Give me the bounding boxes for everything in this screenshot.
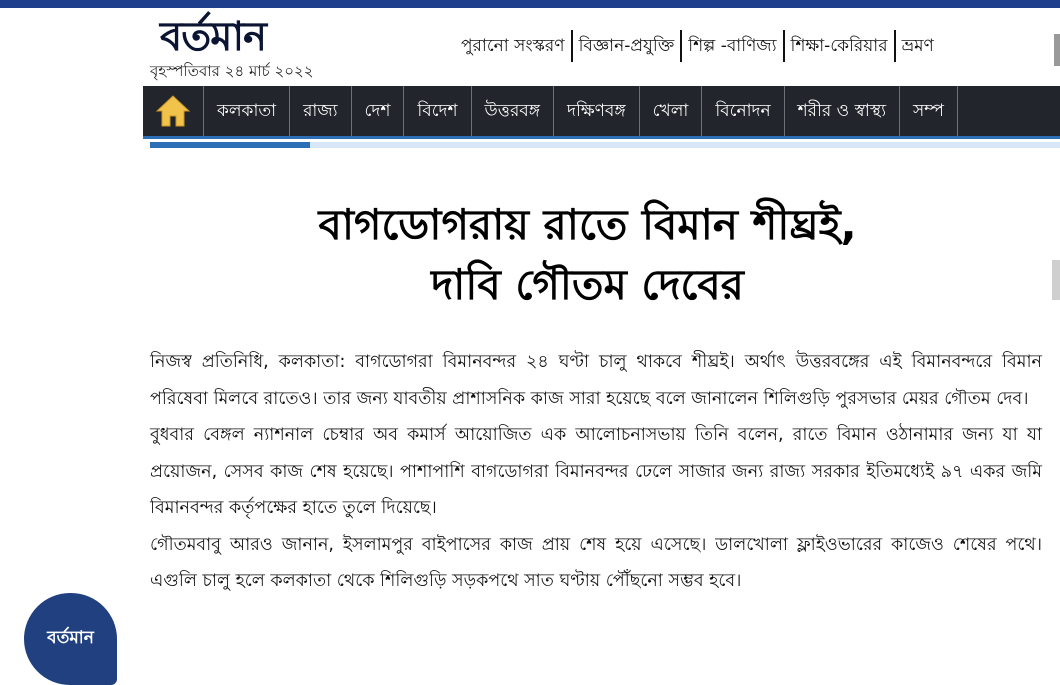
page-scrollbar[interactable] — [1052, 260, 1060, 300]
site-logo[interactable]: বর্তমান — [160, 13, 266, 60]
nav-item-foreign[interactable]: বিদেশ — [404, 86, 471, 136]
article-body — [150, 344, 1042, 600]
article-headline — [150, 195, 1025, 315]
brand-badge-label: বর্তমান — [47, 628, 94, 648]
top-links — [455, 30, 940, 62]
nav-item-south-bengal[interactable]: দক্ষিণবঙ্গ — [554, 86, 640, 136]
top-link-education-career[interactable]: শিক্ষা-কেরিয়ার — [783, 30, 894, 62]
article-paragraph: নিজস্ব প্রতিনিধি, কলকাতা: বাগডোগরা বিমানবন্দর ২৪ ঘণ্টা চালু থাকবে শীঘ্রই। অর্থাৎ উত্তরবঙ্গের এই বিমানবন্দরে বিমান পরিষেবা মিলবে রাতেও। তার জন্য যাবতীয় প্রাশাসনিক কাজ সারা হয়েছে বলে জানালেন শিলিগুড়ি পুরসভার মেয়র গৌতম দেব। — [150, 352, 1042, 409]
top-brand-bar — [0, 0, 1060, 8]
article-paragraph: বুধবার বেঙ্গল ন্যাশনাল চেম্বার অব কমার্স আয়োজিত এক আলোচনাসভায় তিনি বলেন, রাতে বিমান ওঠানামার জন্য যা যা প্রয়োজন, সেসব কাজ শেষ হয়েছে। পাশাপাশি বাগডোগরা বিমানবন্দর ঢেলে সাজার জন্য রাজ্য সরকার ইতিমধ্যেই ৯৭ একর জমি বিমানবন্দর কর্তৃপক্ষের হাতে তুলে দিয়েছে। — [150, 425, 1042, 518]
nav-item-north-bengal[interactable]: উত্তরবঙ্গ — [472, 86, 555, 136]
top-link-old-version[interactable]: পুরানো সংস্করণ — [461, 36, 565, 56]
top-links-scroll-indicator — [1054, 34, 1060, 66]
top-link-science-tech[interactable]: বিজ্ঞান-প্রযুক্তি — [571, 30, 681, 62]
headline-line-2: দাবি গৌতম দেবের — [431, 260, 744, 309]
nav-item-state[interactable]: রাজ্য — [290, 86, 351, 136]
nav-item-kolkata[interactable]: কলকাতা — [204, 86, 290, 136]
nav-item-country[interactable]: দেশ — [352, 86, 405, 136]
nav-item-sports[interactable]: খেলা — [640, 86, 703, 136]
nav-item-more[interactable]: সম্প — [900, 86, 958, 136]
brand-badge[interactable] — [24, 593, 117, 685]
top-link-industry-commerce[interactable]: শিল্প -বাণিজ্য — [680, 30, 782, 62]
top-link-travel[interactable]: ভ্রমণ — [894, 30, 940, 62]
home-icon — [155, 94, 191, 128]
headline-line-1: বাগডোগরায় রাতে বিমান শীঘ্রই, — [318, 200, 857, 249]
nav-item-entertainment[interactable]: বিনোদন — [702, 86, 784, 136]
nav-item-health[interactable]: শরীর ও স্বাস্থ্য — [785, 86, 900, 136]
edition-date: বৃহস্পতিবার ২৪ মার্চ ২০২২ — [150, 62, 314, 80]
article-paragraph: গৌতমবাবু আরও জানান, ইসলামপুর বাইপাসের কাজ প্রায় শেষ হয়ে এসেছে। ডালখোলা ফ্লাইওভারের কাজেও শেষের পথে। এগুলি চালু হলে কলকাতা থেকে শিলিগুড়ি সড়কপথে সাত ঘণ্টায় পৌঁছনো সম্ভব হবে। — [150, 534, 1042, 591]
main-nav — [143, 86, 1060, 139]
nav-home-button[interactable] — [143, 86, 204, 136]
nav-underline-accent — [150, 142, 310, 148]
